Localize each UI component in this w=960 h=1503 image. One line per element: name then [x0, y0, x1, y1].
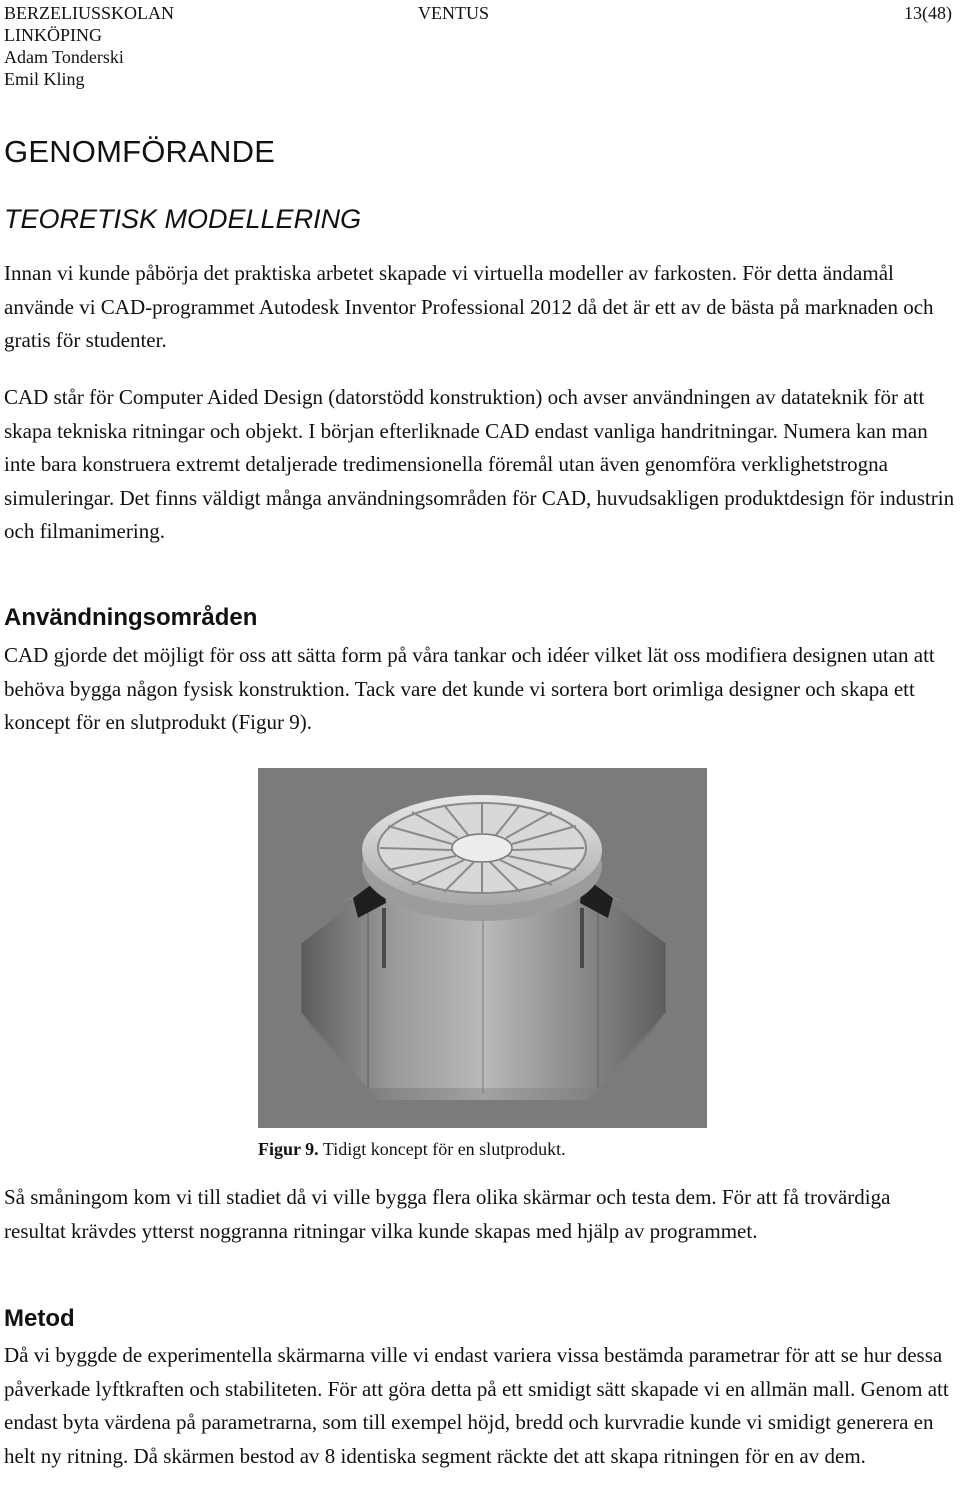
header-left: [4, 2, 304, 90]
figure-caption: [258, 1137, 566, 1161]
paragraph-after-figure: Så småningom kom vi till stadiet då vi ville bygga flera olika skärmar och testa dem. För att få trovärdiga resultat krävdes ytterst noggranna ritningar vilka kunde skapas med hjälp av programmet.: [4, 1185, 891, 1243]
figure-cad-render: [258, 768, 707, 1128]
paragraph-cad-definition: CAD står för Computer Aided Design (datorstödd konstruktion) och avser användningen av datateknik för att skapa tekniska ritningar och objekt. I början efterliknade CAD endast vanliga handritningar. Numera kan man inte bara konstruera extremt detaljerade tredimensionella föremål utan även genomföra verklighetstrogna simuleringar. Det finns väldigt många användningsområden för CAD, huvudsakligen produktdesign för industrin och filmanimering.: [4, 385, 955, 543]
figure-label: Figur 9.: [258, 1139, 319, 1159]
section-subtitle: TEORETISK MODELLERING: [4, 204, 362, 234]
header-project: VENTUS: [418, 3, 489, 23]
cad-model-image: [258, 768, 707, 1128]
header-author-2: Emil Kling: [4, 69, 85, 89]
section-title: GENOMFÖRANDE: [4, 134, 276, 169]
header-city: LINKÖPING: [4, 25, 102, 45]
figure-caption-text: Tidigt koncept för en slutprodukt.: [322, 1139, 566, 1159]
heading-usage: Användningsområden: [4, 604, 258, 631]
paragraph-method: Då vi byggde de experimentella skärmarna ville vi endast variera vissa bestämda parametrar för att se hur dessa påverkade lyftkraften och stabiliteten. För att göra detta på ett smidigt sätt skapade vi en allmän mall. Genom att endast byta värdena på parametrarna, som till exempel höjd, bredd och kurvradie kunde vi smidigt generera en helt ny ritning. Då skärmen bestod av 8 identiska segment räckte det att skapa ritningen för en av dem.: [4, 1343, 949, 1468]
header-author-1: Adam Tonderski: [4, 47, 124, 67]
paragraph-intro: Innan vi kunde påbörja det praktiska arbetet skapade vi virtuella modeller av farkosten. För detta ändamål använde vi CAD-programmet Autodesk Inventor Professional 2012 då det är ett av de bästa på marknaden och gratis för studenter.: [4, 261, 934, 352]
header-page-number: 13(48): [904, 3, 952, 23]
heading-method: Metod: [4, 1305, 75, 1332]
header-school: BERZELIUSSKOLAN: [4, 3, 174, 23]
paragraph-usage: CAD gjorde det möjligt för oss att sätta form på våra tankar och idéer vilket lät oss modifiera designen utan att behöva bygga någon fysisk konstruktion. Tack vare det kunde vi sortera bort orimliga designer och skapa ett koncept för en slutprodukt (Figur 9).: [4, 643, 935, 734]
